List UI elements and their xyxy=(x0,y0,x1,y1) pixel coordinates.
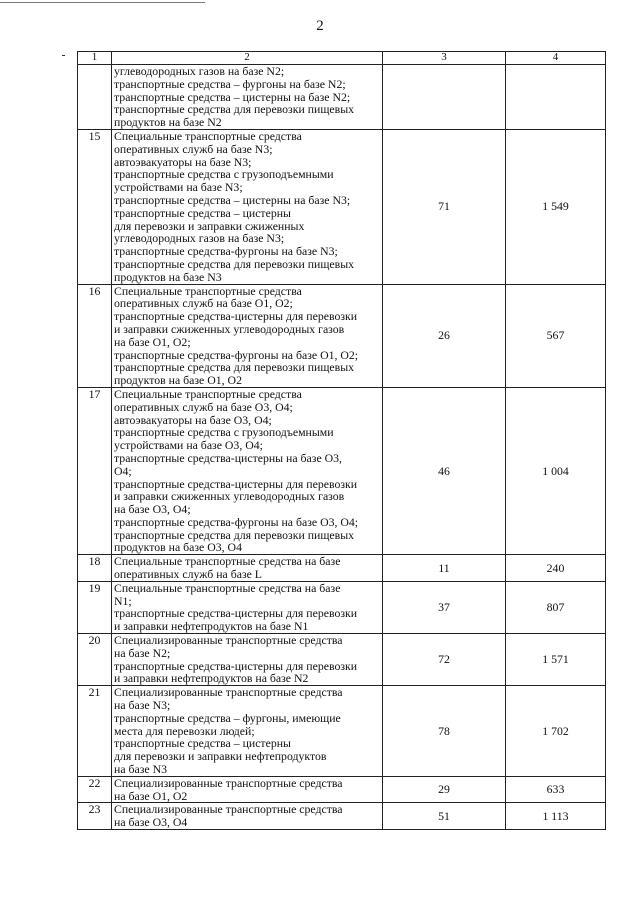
row-description: Специализированные транспортные средства на базе N2; транспортные средства-цистерны для перевозки и заправки нефтепродуктов на базе N2 xyxy=(112,634,383,686)
table-row xyxy=(78,776,606,803)
table-row xyxy=(78,387,606,554)
row-value-col4: 1 113 xyxy=(506,803,606,830)
row-number: 15 xyxy=(78,129,112,284)
top-rule xyxy=(0,2,205,3)
row-value-col4: 240 xyxy=(506,555,606,582)
row-value-col4: 807 xyxy=(506,581,606,633)
row-number: 19 xyxy=(78,581,112,633)
row-value-col4: 1 702 xyxy=(506,686,606,777)
row-value-col3: 71 xyxy=(383,129,506,284)
table-body xyxy=(78,65,606,830)
row-value-col3: 46 xyxy=(383,387,506,554)
col-header-4: 4 xyxy=(506,52,606,65)
row-description: Специальные транспортные средства на базе оперативных служб на базе L xyxy=(112,555,383,582)
table-row xyxy=(78,284,606,387)
row-value-col4: 1 004 xyxy=(506,387,606,554)
row-value-col4 xyxy=(506,65,606,130)
row-value-col4: 1 549 xyxy=(506,129,606,284)
row-value-col3 xyxy=(383,65,506,130)
header-row xyxy=(78,52,606,65)
table-row xyxy=(78,555,606,582)
row-description: углеводородных газов на базе N2; транспортные средства – фургоны на базе N2; транспортные средства – цистерны на базе N2; транспортные средства для перевозки пищевых продуктов на базе N2 xyxy=(112,65,383,130)
row-value-col4: 1 571 xyxy=(506,634,606,686)
table-row xyxy=(78,634,606,686)
row-description: Специализированные транспортные средства на базе O3, O4 xyxy=(112,803,383,830)
col-header-3: 3 xyxy=(383,52,506,65)
row-number: 20 xyxy=(78,634,112,686)
row-number: 21 xyxy=(78,686,112,777)
row-description: Специальные транспортные средства на базе N1; транспортные средства-цистерны для перевозки и заправки нефтепродуктов на базе N1 xyxy=(112,581,383,633)
row-value-col3: 78 xyxy=(383,686,506,777)
row-description: Специальные транспортные средства оперативных служб на базе O1, O2; транспортные средства-цистерны для перевозки и заправки сжиженных углеводородных газов на базе O1, O2; транспортные средства-фургоны на базе O1, O2; транспортные средства для перевозки пищевых продуктов на базе O1, O2 xyxy=(112,284,383,387)
row-value-col3: 37 xyxy=(383,581,506,633)
row-number: 22 xyxy=(78,776,112,803)
row-description: Специализированные транспортные средства на базе N3; транспортные средства – фургоны, имеющие места для перевозки людей; транспортные средства – цистерны для перевозки и заправки нефтепродуктов на базе N3 xyxy=(112,686,383,777)
table-row xyxy=(78,581,606,633)
row-value-col3: 26 xyxy=(383,284,506,387)
row-number: 23 xyxy=(78,803,112,830)
page-number: 2 xyxy=(316,18,324,34)
row-number xyxy=(78,65,112,130)
row-description: Специальные транспортные средства оперативных служб на базе N3; автоэвакуаторы на базе N3; транспортные средства с грузоподъемными устройствами на базе N3; транспортные средства – цистерны на базе N3; транспортные средства – цистерны для перевозки и заправки сжиженных углеводородных газов на базе N3; транспортные средства-фургоны на базе N3; транспортные средства для перевозки пищевых продуктов на базе N3 xyxy=(112,129,383,284)
row-value-col3: 72 xyxy=(383,634,506,686)
col-header-2: 2 xyxy=(112,52,383,65)
row-number: 16 xyxy=(78,284,112,387)
margin-mark xyxy=(62,55,65,56)
row-value-col3: 51 xyxy=(383,803,506,830)
row-value-col4: 633 xyxy=(506,776,606,803)
table-row xyxy=(78,686,606,777)
table-row xyxy=(78,65,606,130)
row-value-col4: 567 xyxy=(506,284,606,387)
row-description: Специальные транспортные средства оперативных служб на базе O3, O4; автоэвакуаторы на базе O3, O4; транспортные средства с грузоподъемными устройствами на базе O3, O4; транспортные средства-цистерны на базе O3, O4; транспортные средства-цистерны для перевозки и заправки сжиженных углеводородных газов на базе O3, O4; транспортные средства-фургоны на базе O3, O4; транспортные средства для перевозки пищевых продуктов на базе O3, O4 xyxy=(112,387,383,554)
col-header-1: 1 xyxy=(78,52,112,65)
row-value-col3: 29 xyxy=(383,776,506,803)
row-value-col3: 11 xyxy=(383,555,506,582)
table-row xyxy=(78,129,606,284)
vehicle-tariff-table xyxy=(77,51,606,830)
row-description: Специализированные транспортные средства на базе O1, O2 xyxy=(112,776,383,803)
table-row xyxy=(78,803,606,830)
row-number: 18 xyxy=(78,555,112,582)
row-number: 17 xyxy=(78,387,112,554)
